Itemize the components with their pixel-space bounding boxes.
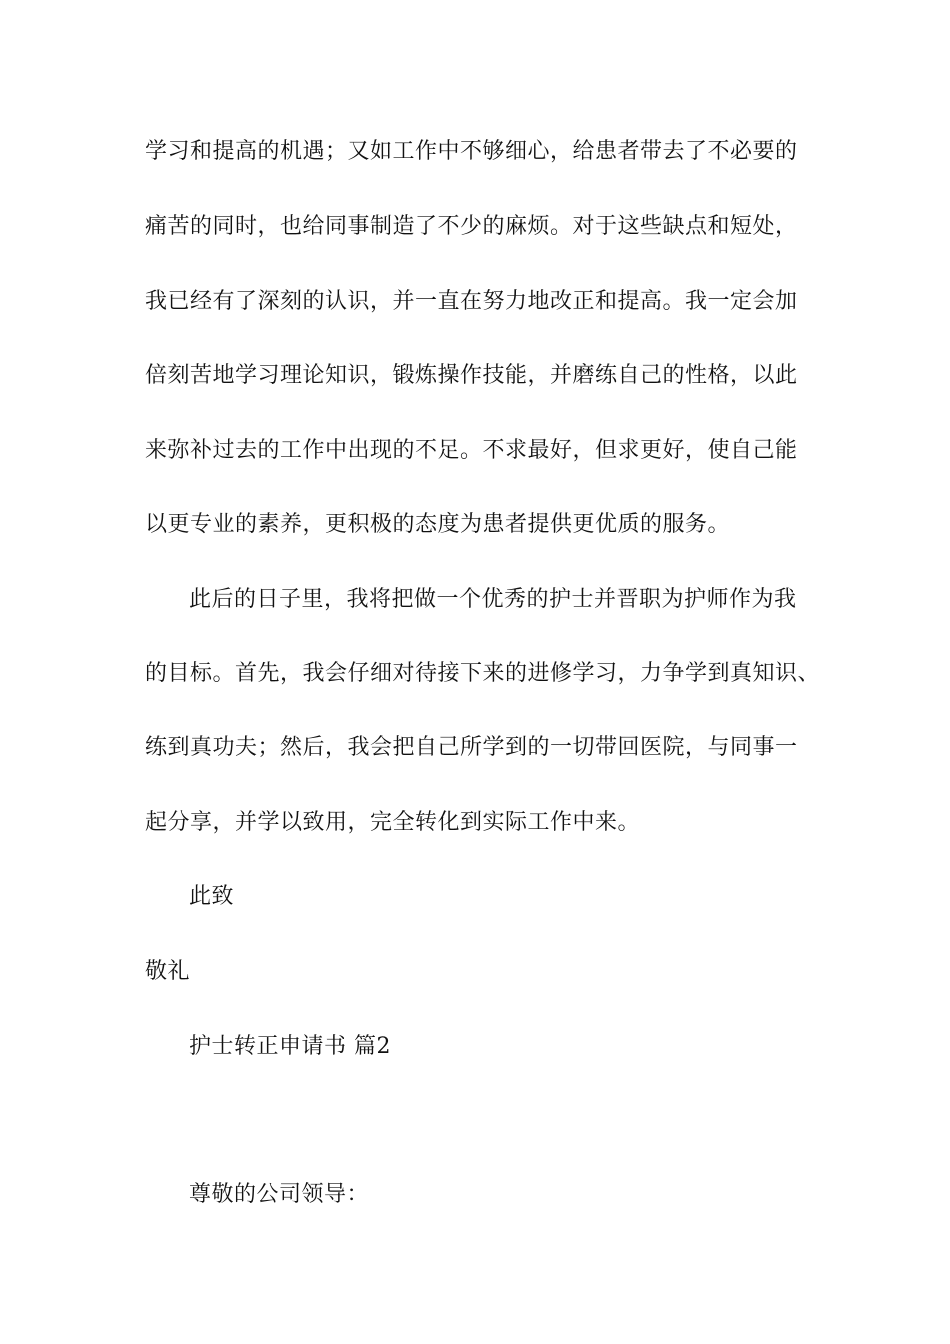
body-text-line: 学习和提高的机遇；又如工作中不够细心，给患者带去了不必要的 — [145, 139, 798, 164]
body-text-line: 痛苦的同时，也给同事制造了不少的麻烦。对于这些缺点和短处， — [145, 214, 798, 239]
body-text-line: 起分享，并学以致用，完全转化到实际工作中来。 — [145, 810, 641, 835]
body-text-line: 我已经有了深刻的认识，并一直在努力地改正和提高。我一定会加 — [145, 289, 798, 314]
closing-text: 此致 — [189, 884, 235, 909]
salutation: 尊敬的公司领导： — [189, 1182, 370, 1207]
body-text-line: 来弥补过去的工作中出现的不足。不求最好，但求更好，使自己能 — [145, 438, 798, 463]
body-text-line: 以更专业的素养，更积极的态度为患者提供更优质的服务。 — [145, 512, 731, 537]
body-text-line: 此后的日子里，我将把做一个优秀的护士并晋职为护师作为我 — [189, 587, 797, 612]
body-text-line: 练到真功夫；然后，我会把自己所学到的一切带回医院，与同事一 — [145, 735, 798, 760]
body-text-line: 的目标。首先，我会仔细对待接下来的进修学习，力争学到真知识、 — [145, 661, 821, 686]
body-text-line: 倍刻苦地学习理论知识，锻炼操作技能，并磨练自己的性格，以此 — [145, 363, 798, 388]
closing-salute: 敬礼 — [145, 959, 191, 984]
section-title: 护士转正申请书 篇2 — [189, 1034, 391, 1059]
